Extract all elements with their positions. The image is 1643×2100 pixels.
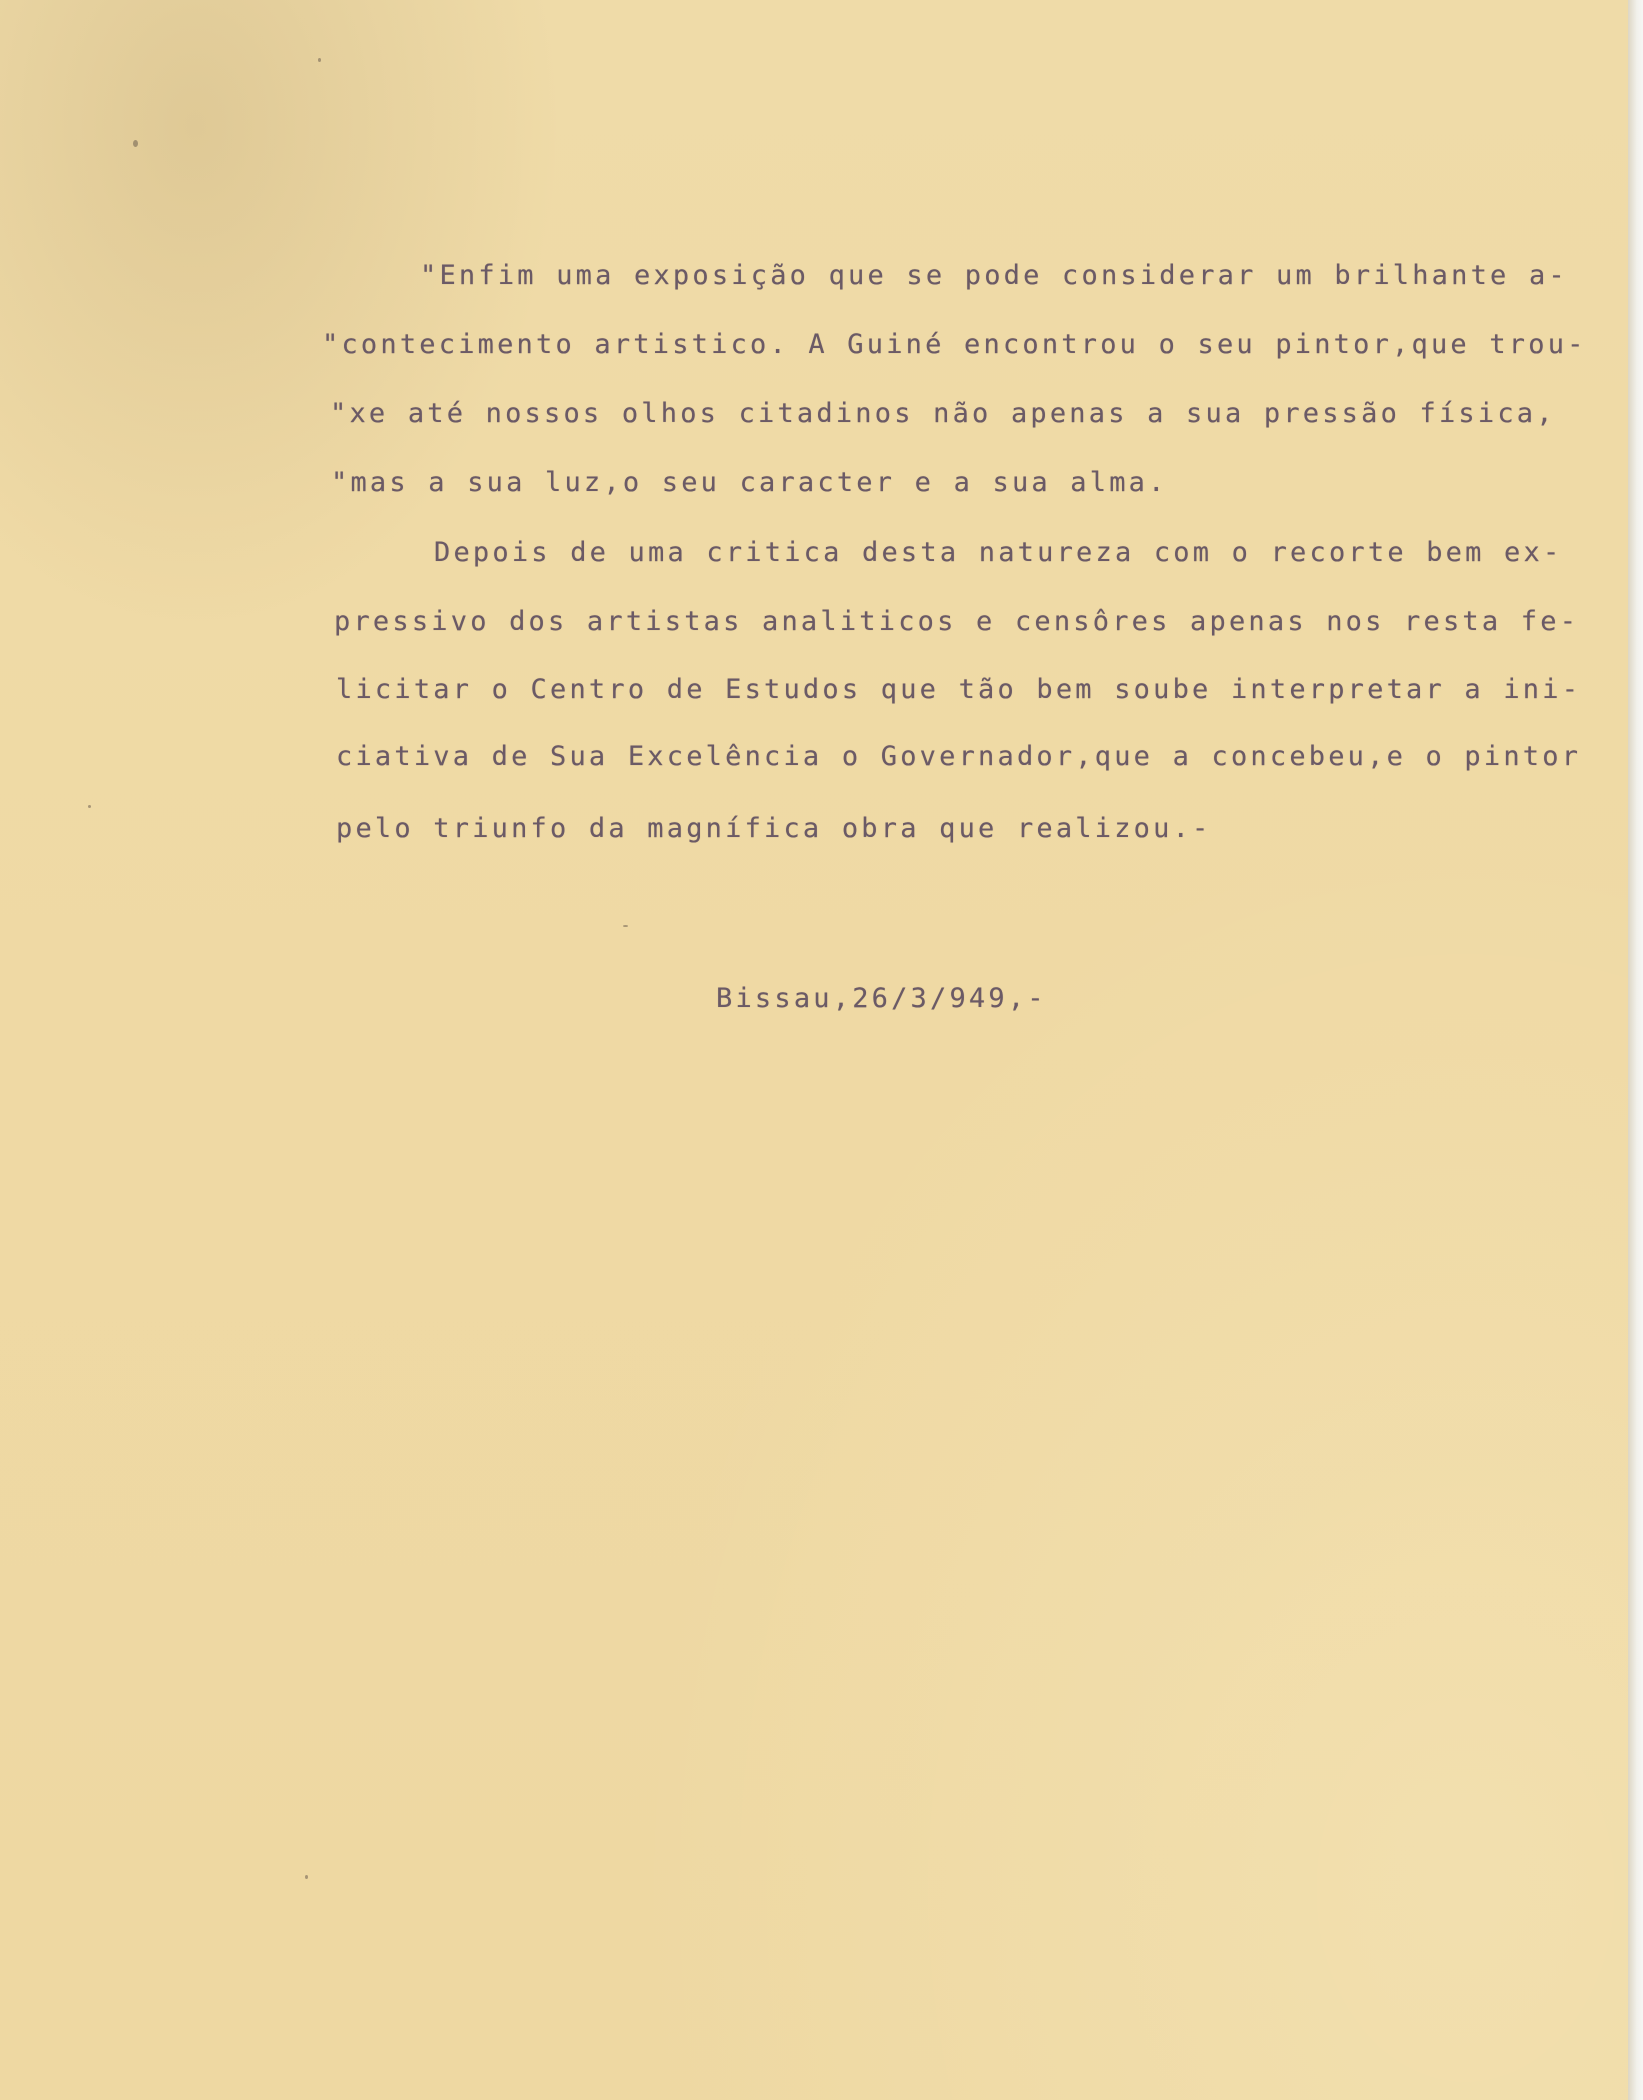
letter-line-2: "contecimento artistico. A Guiné encontrou o seu pintor,que trou- xyxy=(322,329,1587,360)
paper-speck xyxy=(318,58,321,62)
letter-line-3: "xe até nossos olhos citadinos não apenas a sua pressão física, xyxy=(330,398,1556,429)
letter-line-7: licitar o Centro de Estudos que tão bem soube interpretar a ini- xyxy=(336,674,1582,705)
paper-speck xyxy=(623,925,628,927)
letter-line-5: Depois de uma critica desta natureza com o recorte bem ex- xyxy=(434,537,1563,568)
paper-speck xyxy=(133,140,138,147)
scanner-edge xyxy=(1628,0,1643,2100)
letter-line-4: "mas a sua luz,o seu caracter e a sua alma. xyxy=(331,467,1168,498)
letter-line-6: pressivo dos artistas analiticos e censôres apenas nos resta fe- xyxy=(334,606,1580,637)
letter-line-1: "Enfim uma exposição que se pode considerar um brilhante a- xyxy=(420,260,1568,291)
date-line: Bissau,26/3/949,- xyxy=(716,983,1047,1014)
letter-line-8: ciativa de Sua Excelência o Governador,que a concebeu,e o pintor xyxy=(336,741,1582,772)
paper-speck xyxy=(88,805,91,808)
paper-speck xyxy=(305,1875,308,1879)
letter-line-9: pelo triunfo da magnífica obra que realizou.- xyxy=(336,813,1212,844)
